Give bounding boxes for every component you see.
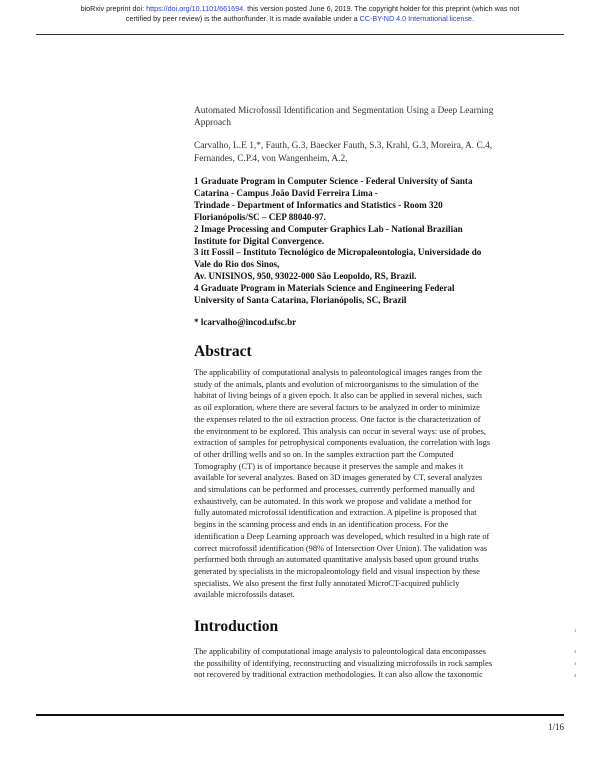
preprint-notice <box>0 4 600 24</box>
notice-line-1: bioRxiv preprint doi: https://doi.org/10.1101/661694. this version posted June 6, 2019. The copyright holder for this preprint (which was not <box>80 4 520 13</box>
abstract-line: and simulations can be performed and processes, currently performed manually and <box>194 485 475 495</box>
abstract-line: the environment to be explored. This analysis can occur in several ways: use of probes, <box>194 426 486 436</box>
intro-line: not recovered by traditional extraction methodologies. It can also allow the taxonomic <box>194 670 483 680</box>
affiliation-line: Trindade - Department of Informatics and Statistics - Room 320 <box>194 199 443 210</box>
line-number: 4 <box>574 673 577 678</box>
affiliation-line: Catarina - Campus João David Ferreira Lima - <box>194 187 378 198</box>
abstract-line: study of the animals, plants and evolution of microorganisms to the simulation of the <box>194 379 479 389</box>
paper-title: Automated Microfossil Identification and Segmentation Using a Deep Learning Approach <box>194 106 494 128</box>
affiliation-line: Av. UNISINOS, 950, 93022-000 São Leopoldo, RS, Brazil. <box>194 271 417 282</box>
abstract-line: habitat of living beings of a given epoch. It also can be applied in several niches, such <box>194 391 482 401</box>
affiliations <box>194 176 564 307</box>
line-number: 2 <box>574 649 577 654</box>
affiliation-line: 4 Graduate Program in Materials Science and Engineering Federal <box>194 283 455 294</box>
abstract-line: fully automated microfossil identification and extraction. A pipeline is proposed that <box>194 508 477 518</box>
abstract-line: of other drilling wells and so on. In the samples extraction part the Computed <box>194 449 454 459</box>
abstract-line: performed both through an automated quantitative analysis based upon ground truths <box>194 555 479 565</box>
license-link[interactable]: CC-BY-ND 4.0 International license <box>359 14 473 23</box>
abstract-line: specialists. We also present the first fully annotated MicroCT-acquired publicly <box>194 578 460 588</box>
abstract-line: begins in the scanning process and ends in an identification process. For the <box>194 520 449 530</box>
introduction-heading: Introduction <box>194 618 279 635</box>
corresponding-email: * lcarvalho@incod.ufsc.br <box>194 317 297 327</box>
affiliation-line: Institute for Digital Convergence. <box>194 235 325 246</box>
affiliation-line: 1 Graduate Program in Computer Science - Federal University of Santa <box>194 176 473 186</box>
introduction-text <box>194 646 566 681</box>
affiliation-line: University of Santa Catarina, Florianópolis, SC, Brazil <box>194 295 407 306</box>
abstract-line: identification a Deep Learning approach was developed, which resulted in a high rate of <box>194 531 490 541</box>
notice-line-2: certified by peer review) is the author/funder. It is made available under a CC-BY-ND 4.0 International license. <box>125 14 475 23</box>
affiliation-line: 3 itt Fossil – Instituto Tecnológico de Micropaleontologia, Universidade do <box>194 247 482 258</box>
abstract-line: exhaustively, can be automated. In this work we propose and validate a method for <box>194 496 472 506</box>
intro-line: the possibility of identifying, reconstructing and visualizing microfossils in rock samples <box>194 658 492 668</box>
abstract-text <box>194 367 566 601</box>
intro-line: The applicability of computational image analysis to paleontological data encompasses <box>194 647 486 656</box>
abstract-line: available for several analyzes. Based on 3D images generated by CT, several analyzes <box>194 473 483 483</box>
abstract-line: The applicability of computational analysis to paleontological images ranges from the <box>194 368 482 377</box>
abstract-line: as oil exploration, where there are several factors to be analyzed in order to minimize <box>194 403 480 413</box>
abstract-line: the expenses related to the oil extraction process. One factor is the characterization of <box>194 414 481 424</box>
abstract-line: generated by specialists in the micropaleontology field and visual inspection by these <box>194 566 480 576</box>
author-list: Carvalho, L.E 1,*, Fauth, G.3, Baecker Fauth, S.3, Krahl, G.3, Moreira, A. C.4, Fernandes, C.P.4, von Wangenheim, A.2, <box>194 141 493 164</box>
line-number: 1 <box>574 628 577 633</box>
affiliation-line: 2 Image Processing and Computer Graphics Lab - National Brazilian <box>194 223 463 234</box>
header-rule <box>36 34 564 35</box>
line-number: 3 <box>574 661 577 666</box>
affiliation-line: Vale do Rio dos Sinos, <box>194 259 280 270</box>
abstract-line: available microfossils dataset. <box>194 590 295 600</box>
abstract-line: correct microfossil identification (98% of Intersection Over Union). The validation was <box>194 543 488 553</box>
page-number: 1/16 <box>547 722 564 732</box>
doi-link[interactable]: https://doi.org/10.1101/661694 <box>146 4 244 13</box>
abstract-heading: Abstract <box>194 343 252 360</box>
abstract-line: Tomography (CT) is of importance because it preserves the sample and makes it <box>194 461 464 471</box>
affiliation-line: Florianópolis/SC – CEP 88040-97. <box>194 211 326 222</box>
footer-rule <box>36 714 564 716</box>
abstract-line: extraction of samples for petrophysical components evaluation, the correlation with logs <box>194 438 491 448</box>
